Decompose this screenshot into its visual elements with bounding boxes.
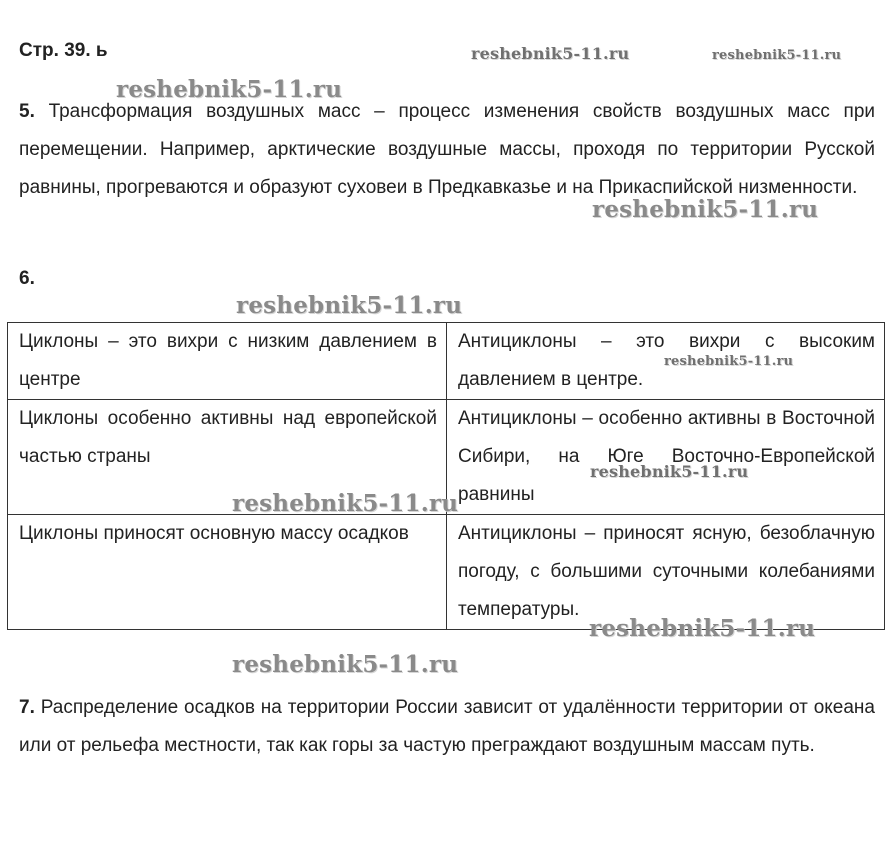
table-cell-anticyclone: Антициклоны – особенно активны в Восточной Сибири, на Юге Восточно-Европейской равнины [447, 400, 885, 515]
table-row [8, 515, 885, 630]
page-header: Стр. 39. ь [19, 40, 108, 61]
watermark: reshebnik5-11.ru [589, 615, 816, 642]
task-7-paragraph [19, 689, 875, 765]
task-5-number: 5. [19, 101, 35, 122]
task-7-text: Распределение осадков на территории России зависит от удалённости территории от океана или от рельефа местности, так как горы за частую преграждают воздушным массам путь. [19, 697, 875, 756]
watermark: reshebnik5-11.ru [471, 44, 630, 63]
watermark: reshebnik5-11.ru [664, 354, 794, 369]
task-7-number: 7. [19, 697, 35, 718]
watermark: reshebnik5-11.ru [232, 651, 459, 678]
watermark: reshebnik5-11.ru [590, 462, 749, 481]
task-5-text: Трансформация воздушных масс – процесс изменения свойств воздушных масс при перемещении. Например, арктические воздушные массы, проходя по территории Русской равнины, прогреваются и образуют суховеи в Предкавказье и на Прикаспийской низменности. [19, 101, 876, 198]
table-cell-anticyclone: Антициклоны – приносят ясную, безоблачную погоду, с большими суточными колебаниями температуры. [447, 515, 885, 630]
table-cell-cyclone: Циклоны – это вихри с низким давлением в центре [8, 323, 447, 400]
table-cell-anticyclone: Антициклоны – это вихри с высоким давлением в центре. [447, 323, 885, 400]
watermark: reshebnik5-11.ru [592, 196, 819, 223]
watermark: reshebnik5-11.ru [232, 490, 459, 517]
table-cell-cyclone: Циклоны приносят основную массу осадков [8, 515, 447, 630]
watermark: reshebnik5-11.ru [236, 292, 463, 319]
task-6-number: 6. [19, 268, 35, 289]
watermark: reshebnik5-11.ru [712, 48, 842, 63]
task-5-paragraph [19, 93, 875, 207]
table-cell-cyclone: Циклоны особенно активны над европейской частью страны [8, 400, 447, 515]
watermark: reshebnik5-11.ru [116, 76, 343, 103]
